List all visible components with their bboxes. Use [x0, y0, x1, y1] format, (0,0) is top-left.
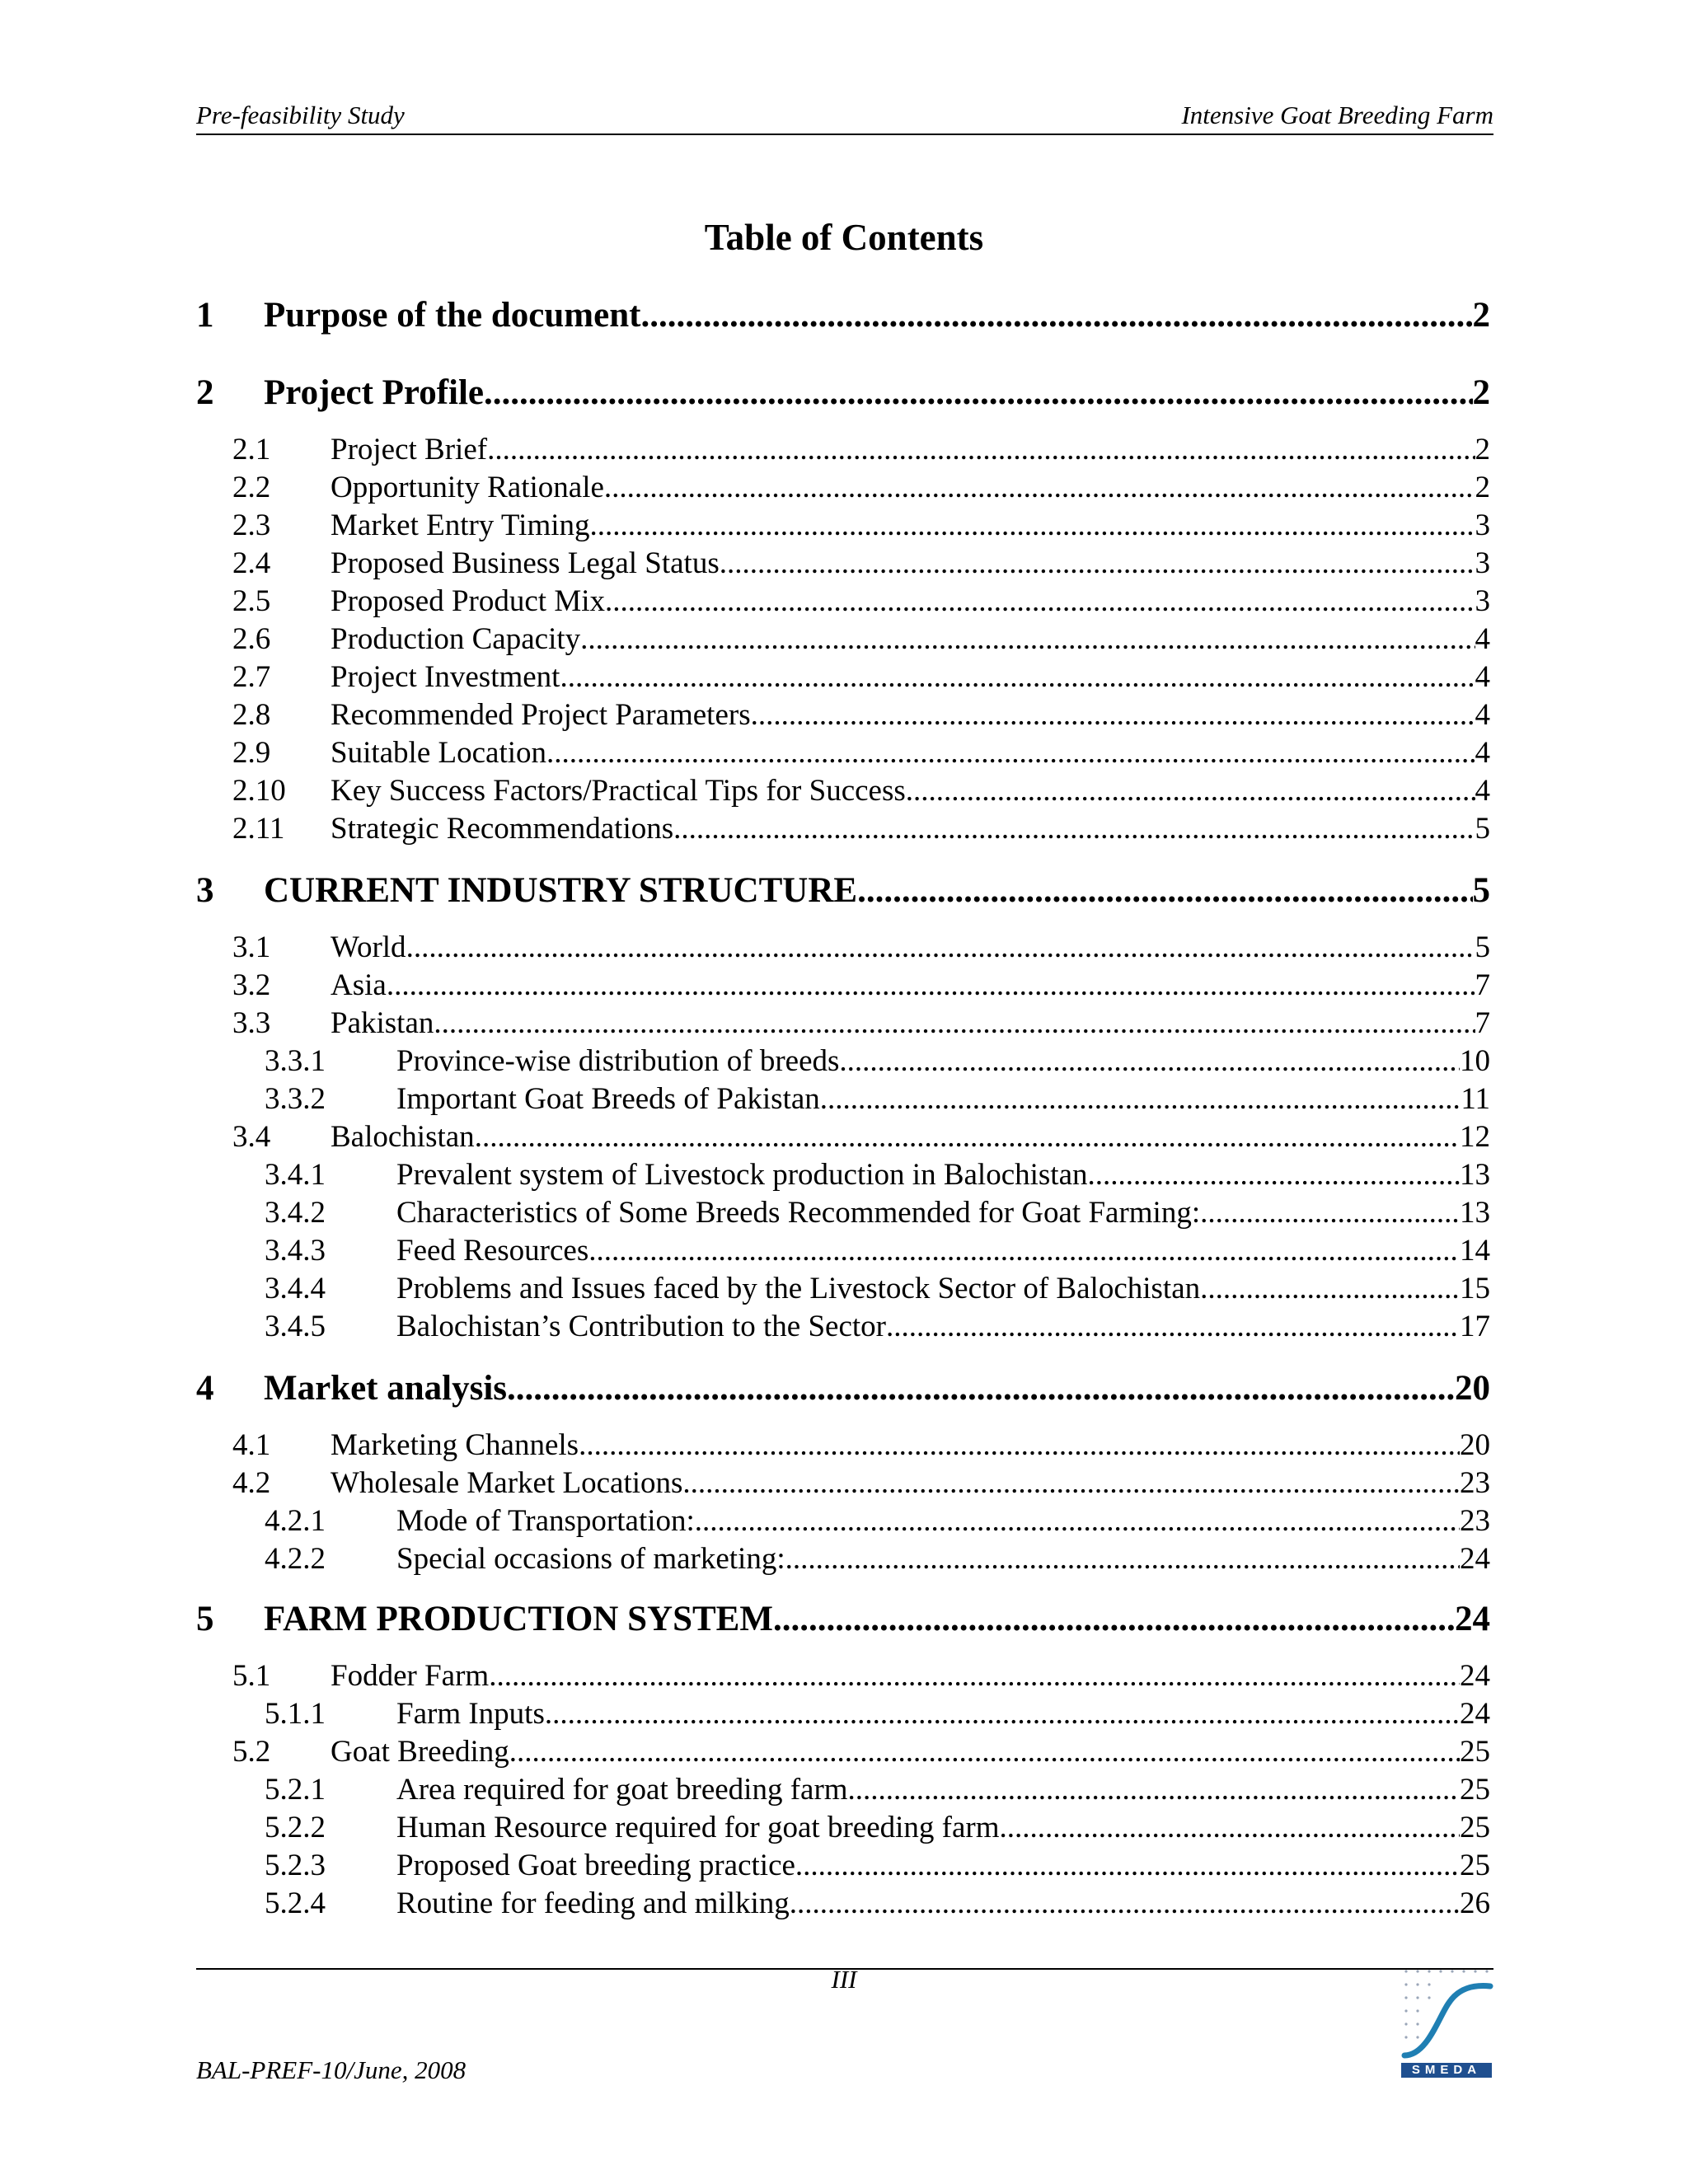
toc-entry-level2[interactable]: [196, 968, 1490, 1003]
toc-entry-page: 7: [1475, 968, 1490, 1002]
toc-entry-level1[interactable]: [196, 295, 1490, 335]
toc-entry-number: 2.8: [232, 698, 271, 732]
toc-entry-level2[interactable]: [196, 546, 1490, 581]
toc-entry-page: 4: [1475, 698, 1490, 732]
toc-entry-number: 4.1: [232, 1428, 271, 1462]
toc-entry-number: 2.6: [232, 622, 271, 656]
toc-entry-number: 3.4.3: [265, 1234, 326, 1268]
smeda-logo: [1398, 1966, 1493, 2079]
toc-dot-leader: [604, 470, 1475, 505]
toc-entry-page: 24: [1460, 1542, 1490, 1576]
toc-entry-title: Proposed Goat breeding practice: [396, 1849, 795, 1882]
toc-entry-page: 7: [1475, 1006, 1490, 1040]
toc-entry-title: Purpose of the document: [264, 296, 641, 335]
toc-entry-number: 2.1: [232, 433, 271, 466]
toc-entry-number: 4.2: [232, 1466, 271, 1500]
toc-dot-leader: [673, 811, 1475, 846]
toc-entry-title: Fodder Farm: [331, 1659, 490, 1693]
toc-entry-number: 3.3.2: [265, 1082, 326, 1116]
toc-entry-page: 3: [1475, 546, 1490, 580]
toc-entry-number: 2.2: [232, 471, 271, 504]
toc-entry-number: 3.4.4: [265, 1272, 326, 1305]
toc-entry-title: Key Success Factors/Practical Tips for Success: [331, 774, 906, 808]
toc-entry-page: 12: [1460, 1120, 1490, 1154]
toc-entry-page: 25: [1460, 1849, 1490, 1882]
toc-dot-leader: [579, 1427, 1460, 1463]
toc-entry-level2[interactable]: [196, 1465, 1490, 1501]
toc-entry-level2[interactable]: [196, 1005, 1490, 1041]
toc-entry-title: Project Brief: [331, 433, 488, 466]
toc-dot-leader: [751, 697, 1475, 733]
toc-entry-title: Marketing Channels: [331, 1428, 579, 1462]
toc-dot-leader: [545, 1696, 1460, 1732]
toc-dot-leader: [580, 621, 1475, 657]
toc-entry-number: 3.4.5: [265, 1310, 326, 1343]
toc-entry-level3[interactable]: [196, 1233, 1490, 1268]
toc-entry-number: 3.4.2: [265, 1196, 326, 1230]
toc-entry-page: 24: [1460, 1697, 1490, 1731]
toc-dot-leader: [475, 1119, 1460, 1155]
toc-dot-leader: [605, 583, 1475, 619]
toc-entry-title: Project Profile: [264, 373, 485, 412]
toc-entry-page: 20: [1455, 1369, 1490, 1408]
toc-entry-page: 2: [1475, 471, 1490, 504]
toc-dot-leader: [847, 1043, 1460, 1079]
toc-dot-leader: [1200, 1195, 1460, 1230]
toc-entry-level2[interactable]: [196, 811, 1490, 846]
toc-entry-title: FARM PRODUCTION SYSTEM: [264, 1600, 773, 1638]
toc-dot-leader: [588, 1233, 1460, 1268]
toc-entry-number: 2.3: [232, 509, 271, 542]
toc-entry-title: Goat Breeding: [331, 1735, 509, 1769]
toc-dot-leader: [906, 773, 1475, 808]
toc-entry-number: 3: [196, 871, 214, 910]
toc-entry-number: 2: [196, 373, 214, 412]
toc-entry-number: 2.5: [232, 584, 271, 618]
page-number: III: [831, 1965, 857, 1994]
toc-entry-number: 2.11: [232, 812, 285, 846]
toc-entry-title: Province-wise distribution of breeds.: [396, 1044, 847, 1078]
toc-dot-leader: [406, 930, 1475, 965]
toc-dot-leader: [886, 1309, 1460, 1344]
smeda-logo-text: SMEDA: [1401, 2063, 1492, 2078]
toc-entry-level3[interactable]: [196, 1271, 1490, 1306]
toc-entry-number: 5.2.1: [265, 1773, 326, 1807]
toc-entry-number: 3.2: [232, 968, 271, 1002]
toc-dot-leader: [720, 546, 1475, 581]
toc-entry-page: 23: [1460, 1466, 1490, 1500]
toc-entry-title: Feed Resources: [396, 1234, 589, 1268]
toc-entry-title: Problems and Issues faced by the Livestock Sector of Balochistan: [396, 1272, 1201, 1305]
toc-entry-level3[interactable]: [196, 1157, 1490, 1193]
toc-entry-title: Wholesale Market Locations: [331, 1466, 683, 1500]
toc-dot-leader: [785, 1541, 1460, 1577]
toc-entry-level2[interactable]: [196, 432, 1490, 467]
toc-entry-page: 17: [1460, 1310, 1490, 1343]
toc-entry-page: 11: [1461, 1082, 1490, 1116]
toc-entry-title: Special occasions of marketing:: [396, 1542, 785, 1576]
toc-dot-leader: [1200, 1271, 1460, 1306]
toc-entry-number: 5: [196, 1600, 214, 1638]
toc-entry-number: 3.3.1: [265, 1044, 326, 1078]
toc-entry-page: 15: [1460, 1272, 1490, 1305]
toc-entry-level3[interactable]: [196, 1848, 1490, 1883]
toc-entry-number: 3.3: [232, 1006, 271, 1040]
toc-entry-page: 2: [1472, 296, 1490, 335]
toc-entry-level2[interactable]: [196, 621, 1490, 657]
toc-entry-level2[interactable]: [196, 508, 1490, 543]
toc-title: Table of Contents: [704, 217, 984, 258]
toc-entry-title: Project Investment: [331, 660, 560, 694]
header-left-title: Pre-feasibility Study: [196, 101, 405, 129]
toc-entry-title: Mode of Transportation:: [396, 1504, 695, 1538]
toc-entry-number: 4: [196, 1369, 214, 1408]
toc-entry-title: Routine for feeding and milking: [396, 1886, 790, 1920]
toc-entry-number: 3.4: [232, 1120, 271, 1154]
toc-entry-number: 4.2.1: [265, 1504, 326, 1538]
toc-dot-leader: [795, 1848, 1460, 1883]
toc-entry-level3[interactable]: [196, 1886, 1490, 1921]
toc-entry-level2[interactable]: [196, 735, 1490, 771]
toc-entry-title: Human Resource required for goat breeding farm: [396, 1811, 1000, 1844]
toc-entry-page: 2: [1472, 373, 1490, 412]
toc-dot-leader: [487, 432, 1475, 467]
toc-entry-title: World: [331, 930, 406, 964]
toc-entry-page: 5: [1472, 871, 1490, 910]
toc-entry-number: 2.10: [232, 774, 286, 808]
toc-entry-title: Market Entry Timing: [331, 509, 590, 542]
toc-entry-number: 5.1: [232, 1659, 271, 1693]
toc-entry-level2[interactable]: [196, 1734, 1490, 1769]
toc-entry-level2[interactable]: [196, 1427, 1490, 1463]
toc-dot-leader: [560, 659, 1475, 695]
toc-entry-level2[interactable]: [196, 470, 1490, 505]
toc-entry-number: 2.9: [232, 736, 271, 770]
toc-entry-page: 4: [1475, 660, 1490, 694]
toc-entry-level3[interactable]: [196, 1043, 1490, 1079]
toc-entry-page: 4: [1475, 622, 1490, 656]
toc-entry-page: 25: [1460, 1735, 1490, 1769]
toc-entry-title: Pakistan: [331, 1006, 434, 1040]
toc-entry-level3[interactable]: [196, 1541, 1490, 1577]
toc-entry-page: 25: [1460, 1811, 1490, 1844]
toc-entry-level3[interactable]: [196, 1195, 1490, 1230]
toc-entry-title: Area required for goat breeding farm: [396, 1773, 848, 1807]
toc-entry-title: Characteristics of Some Breeds Recommended for Goat Farming:: [396, 1196, 1201, 1230]
toc-entry-level2[interactable]: [196, 659, 1490, 695]
toc-entry-number: 5.2.4: [265, 1886, 326, 1920]
toc-entry-title: Strategic Recommendations: [331, 812, 674, 846]
toc-entry-title: Proposed Business Legal Status: [331, 546, 720, 580]
toc-entry-title: Market analysis: [264, 1369, 508, 1408]
toc-entry-number: 5.1.1: [265, 1697, 326, 1731]
toc-dot-leader: [828, 1081, 1461, 1117]
toc-dot-leader: [546, 735, 1475, 771]
toc-dot-leader: [590, 508, 1475, 543]
toc-entry-level3[interactable]: [196, 1503, 1490, 1539]
toc-entry-page: 23: [1460, 1504, 1490, 1538]
toc-entry-level2[interactable]: [196, 773, 1490, 808]
toc-entry-number: 5.2: [232, 1735, 271, 1769]
toc-entry-level3[interactable]: [196, 1081, 1490, 1117]
toc-entry-level1[interactable]: [196, 373, 1490, 413]
toc-dot-leader: [484, 373, 1472, 413]
toc-entry-title: Farm Inputs: [396, 1697, 545, 1731]
toc-entry-page: 13: [1460, 1158, 1490, 1192]
toc-dot-leader: [507, 1368, 1455, 1408]
toc-entry-number: 2.7: [232, 660, 271, 694]
toc-entry-page: 20: [1460, 1428, 1490, 1462]
toc-entry-page: 25: [1460, 1773, 1490, 1807]
toc-entry-level1[interactable]: [196, 1599, 1490, 1639]
toc-entry-number: 5.2.3: [265, 1849, 326, 1882]
toc-entry-title: Important Goat Breeds of Pakistan.: [396, 1082, 828, 1116]
toc-entry-level2[interactable]: [196, 697, 1490, 733]
toc-entry-page: 24: [1460, 1659, 1490, 1693]
toc-entry-level3[interactable]: [196, 1696, 1490, 1732]
toc-entry-title: Asia: [331, 968, 387, 1002]
toc-entry-title: Prevalent system of Livestock production in Balochistan: [396, 1158, 1088, 1192]
toc-entry-page: 4: [1475, 736, 1490, 770]
toc-entry-page: 24: [1455, 1600, 1490, 1638]
toc-entry-level2[interactable]: [196, 1658, 1490, 1694]
toc-entry-page: 13: [1460, 1196, 1490, 1230]
toc-dot-leader: [848, 1772, 1460, 1807]
toc-entry-title: Suitable Location: [331, 736, 547, 770]
toc-dot-leader: [773, 1599, 1455, 1639]
toc-dot-leader: [489, 1658, 1460, 1694]
toc-entry-title: Opportunity Rationale: [331, 471, 604, 504]
toc-entry-title: Proposed Product Mix: [331, 584, 605, 618]
toc-entry-number: 3.4.1: [265, 1158, 326, 1192]
toc-entry-level1[interactable]: [196, 870, 1490, 911]
toc-entry-level2[interactable]: [196, 583, 1490, 619]
toc-entry-number: 5.2.2: [265, 1811, 326, 1844]
toc-entry-page: 3: [1475, 509, 1490, 542]
toc-entry-page: 2: [1475, 433, 1490, 466]
toc-dot-leader: [695, 1503, 1460, 1539]
toc-dot-leader: [387, 968, 1475, 1003]
toc-entry-title: Recommended Project Parameters: [331, 698, 751, 732]
toc-entry-level2[interactable]: [196, 1119, 1490, 1155]
toc-entry-title: Balochistan’s Contribution to the Sector: [396, 1310, 886, 1343]
toc-entry-page: 4: [1475, 774, 1490, 808]
toc-entry-number: 1: [196, 296, 214, 335]
toc-entry-title: Balochistan: [331, 1120, 475, 1154]
toc-entry-title: CURRENT INDUSTRY STRUCTURE: [264, 871, 858, 910]
toc-entry-level3[interactable]: [196, 1309, 1490, 1344]
toc-dot-leader: [790, 1886, 1460, 1921]
toc-dot-leader: [509, 1734, 1460, 1769]
toc-dot-leader: [857, 870, 1472, 911]
header-right-title: Intensive Goat Breeding Farm: [1181, 101, 1493, 129]
toc-dot-leader: [1088, 1157, 1461, 1193]
toc-entry-level2[interactable]: [196, 930, 1490, 965]
toc-entry-page: 10: [1460, 1044, 1490, 1078]
toc-entry-title: Production Capacity: [331, 622, 581, 656]
document-code: BAL-PREF-10/June, 2008: [196, 2055, 467, 2084]
toc-dot-leader: [640, 295, 1472, 335]
toc-entry-page: 14: [1460, 1234, 1490, 1268]
toc-entry-number: 4.2.2: [265, 1542, 326, 1576]
toc-entry-level3[interactable]: [196, 1810, 1490, 1845]
toc-entry-page: 5: [1475, 812, 1490, 846]
toc-dot-leader: [682, 1465, 1460, 1501]
toc-entry-level3[interactable]: [196, 1772, 1490, 1807]
toc-dot-leader: [1000, 1810, 1461, 1845]
toc-entry-number: 2.4: [232, 546, 271, 580]
toc-entry-number: 3.1: [232, 930, 271, 964]
toc-entry-page: 26: [1460, 1886, 1490, 1920]
toc-entry-page: 3: [1475, 584, 1490, 618]
toc-dot-leader: [434, 1005, 1475, 1041]
toc-entry-level1[interactable]: [196, 1368, 1490, 1408]
toc-entry-page: 5: [1475, 930, 1490, 964]
page-header: [196, 97, 1493, 135]
